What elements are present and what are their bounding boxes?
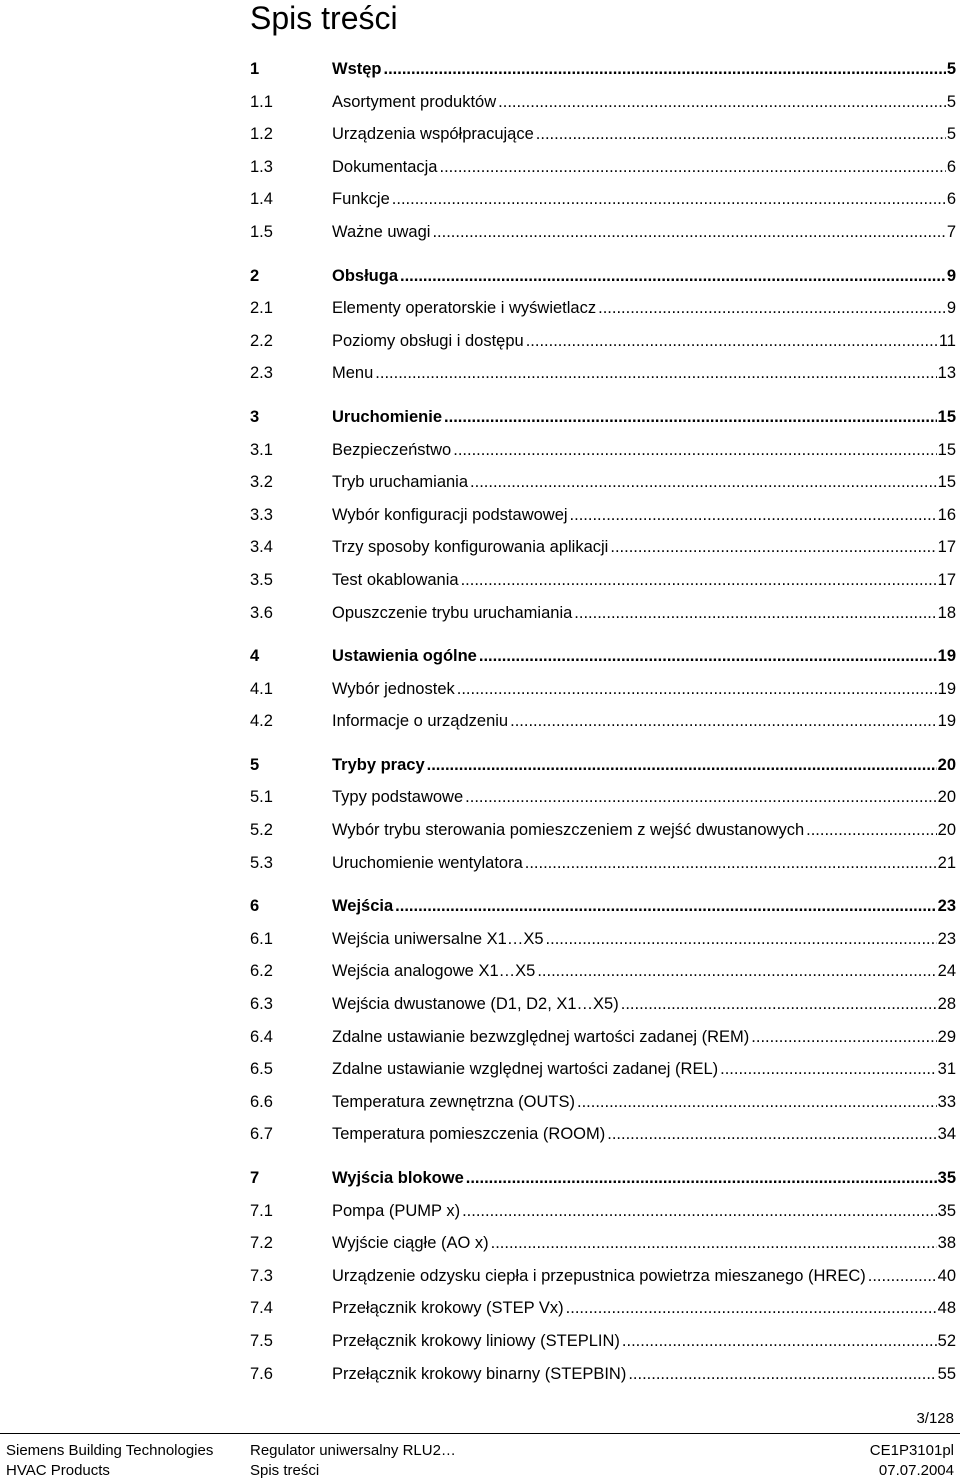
- toc-entry-number: 5.3: [250, 853, 273, 872]
- toc-dot-leader: [868, 1260, 937, 1293]
- toc-entry-number: 3.1: [250, 440, 273, 459]
- toc-entry-title: Typy podstawowe: [332, 788, 464, 807]
- toc-entry-page: 9: [946, 266, 956, 285]
- toc-dot-leader: [375, 357, 936, 390]
- toc-chapter-link[interactable]: [250, 749, 956, 782]
- toc-entry-number: 3.3: [250, 505, 273, 524]
- footer-reference: [870, 1441, 954, 1481]
- toc-entry-page: 34: [937, 1125, 956, 1144]
- toc-section-link[interactable]: [250, 1086, 956, 1119]
- toc-section-link[interactable]: [250, 1325, 956, 1358]
- toc-dot-leader: [806, 814, 937, 847]
- toc-entry-title: Funkcje: [332, 190, 390, 209]
- toc-entry-number: 3: [250, 407, 260, 426]
- toc-entry-page: 9: [946, 299, 956, 318]
- toc-chapter-group: [250, 890, 956, 1151]
- toc-dot-leader: [439, 151, 945, 184]
- toc-entry-number: 6.7: [250, 1125, 273, 1144]
- toc-entry-page: 55: [937, 1364, 956, 1383]
- toc-entry-number: 7.5: [250, 1331, 273, 1350]
- toc-entry-page: 5: [946, 92, 956, 111]
- toc-chapter-group: [250, 749, 956, 879]
- toc-dot-leader: [457, 673, 937, 706]
- toc-entry-page: 15: [937, 407, 956, 426]
- toc-entry-title: Trzy sposoby konfigurowania aplikacji: [332, 538, 609, 557]
- footer-divider: [0, 1433, 960, 1434]
- toc-chapter-link[interactable]: [250, 260, 956, 293]
- footer-division: HVAC Products: [6, 1462, 110, 1479]
- toc-dot-leader: [537, 955, 936, 988]
- toc-dot-leader: [546, 923, 937, 956]
- toc-section-link[interactable]: [250, 1292, 956, 1325]
- table-of-contents: [250, 53, 956, 1390]
- toc-section-link[interactable]: [250, 466, 956, 499]
- toc-entry-number: 1.1: [250, 92, 273, 111]
- toc-entry-title: Temperatura pomieszczenia (ROOM): [332, 1125, 606, 1144]
- toc-section-link[interactable]: [250, 597, 956, 630]
- toc-entry-title: Wybór jednostek: [332, 679, 455, 698]
- toc-entry-number: 7.1: [250, 1201, 273, 1220]
- toc-dot-leader: [479, 640, 937, 673]
- toc-entry-number: 7.6: [250, 1364, 273, 1383]
- toc-dot-leader: [607, 1118, 936, 1151]
- toc-entry-page: 17: [937, 570, 956, 589]
- toc-entry-title: Asortyment produktów: [332, 92, 497, 111]
- footer-company: [6, 1441, 213, 1481]
- toc-entry-title: Informacje o urządzeniu: [332, 712, 509, 731]
- toc-section-link[interactable]: [250, 1260, 956, 1293]
- toc-dot-leader: [566, 1292, 937, 1325]
- toc-chapter-group: [250, 1162, 956, 1390]
- toc-entry-page: 6: [946, 157, 956, 176]
- toc-entry-title: Uruchomienie: [332, 407, 443, 426]
- toc-entry-number: 7.4: [250, 1299, 273, 1318]
- toc-dot-leader: [510, 705, 937, 738]
- toc-entry-page: 20: [937, 788, 956, 807]
- toc-entry-page: 16: [937, 505, 956, 524]
- toc-entry-number: 7: [250, 1169, 260, 1187]
- toc-dot-leader: [444, 401, 937, 434]
- toc-entry-title: Wyjście ciągłe (AO x): [332, 1234, 489, 1253]
- toc-chapter-link[interactable]: [250, 640, 956, 673]
- toc-entry-title: Przełącznik krokowy binarny (STEPBIN): [332, 1364, 627, 1383]
- toc-section-link[interactable]: [250, 564, 956, 597]
- toc-entry-title: Przełącznik krokowy (STEP Vx): [332, 1299, 564, 1318]
- toc-section-link[interactable]: [250, 216, 956, 249]
- toc-dot-leader: [628, 1358, 936, 1391]
- toc-entry-title: Elementy operatorskie i wyświetlacz: [332, 299, 597, 318]
- toc-section-link[interactable]: [250, 1358, 956, 1391]
- toc-dot-leader: [622, 1325, 937, 1358]
- toc-entry-page: 31: [937, 1060, 956, 1079]
- toc-entry-title: Tryb uruchamiania: [332, 473, 469, 492]
- toc-entry-page: 35: [937, 1201, 956, 1220]
- toc-dot-leader: [536, 118, 946, 151]
- toc-entry-title: Urządzenie odzysku ciepła i przepustnica powietrza mieszanego (HREC): [332, 1266, 866, 1285]
- toc-section-link[interactable]: [250, 183, 956, 216]
- toc-dot-leader: [577, 1086, 937, 1119]
- toc-dot-leader: [574, 597, 936, 630]
- toc-entry-page: 28: [937, 995, 956, 1014]
- toc-chapter-link[interactable]: [250, 890, 956, 923]
- toc-entry-number: 5.1: [250, 788, 273, 807]
- toc-entry-title: Zdalne ustawianie względnej wartości zadanej (REL): [332, 1060, 719, 1079]
- toc-entry-title: Poziomy obsługi i dostępu: [332, 331, 524, 350]
- toc-entry-number: 2.2: [250, 331, 273, 350]
- toc-entry-page: 23: [937, 897, 956, 916]
- toc-entry-page: 20: [937, 755, 956, 774]
- toc-dot-leader: [432, 216, 945, 249]
- toc-section-link[interactable]: [250, 923, 956, 956]
- toc-section-link[interactable]: [250, 705, 956, 738]
- toc-dot-leader: [395, 890, 936, 923]
- toc-entry-number: 1.2: [250, 125, 273, 144]
- toc-entry-number: 1: [250, 60, 260, 78]
- toc-entry-number: 7.2: [250, 1234, 273, 1253]
- toc-dot-leader: [453, 434, 936, 467]
- toc-entry-page: 48: [937, 1299, 956, 1318]
- toc-entry-page: 5: [946, 125, 956, 144]
- toc-section-link[interactable]: [250, 1118, 956, 1151]
- toc-entry-title: Tryby pracy: [332, 755, 425, 774]
- toc-section-link[interactable]: [250, 292, 956, 325]
- toc-entry-page: 15: [937, 440, 956, 459]
- toc-entry-page: 24: [937, 962, 956, 981]
- toc-entry-title: Zdalne ustawianie bezwzględnej wartości zadanej (REM): [332, 1027, 750, 1046]
- toc-entry-title: Wejścia dwustanowe (D1, D2, X1…X5): [332, 995, 619, 1014]
- toc-entry-number: 2: [250, 266, 260, 285]
- toc-chapter-group: [250, 53, 956, 249]
- toc-entry-title: Temperatura zewnętrzna (OUTS): [332, 1092, 575, 1111]
- toc-entry-title: Menu: [332, 364, 374, 383]
- toc-dot-leader: [466, 1162, 937, 1195]
- toc-entry-page: 33: [937, 1092, 956, 1111]
- toc-section-link[interactable]: [250, 118, 956, 151]
- toc-entry-title: Wybór trybu sterowania pomieszczeniem z wejść dwustanowych: [332, 821, 805, 840]
- toc-entry-page: 29: [937, 1027, 956, 1046]
- toc-entry-number: 1.3: [250, 157, 273, 176]
- toc-entry-number: 2.1: [250, 299, 273, 318]
- toc-entry-title: Test okablowania: [332, 570, 459, 589]
- toc-dot-leader: [598, 292, 946, 325]
- toc-dot-leader: [498, 86, 946, 119]
- footer-section: Spis treści: [250, 1462, 320, 1479]
- toc-entry-title: Ważne uwagi: [332, 222, 431, 241]
- toc-entry-page: 11: [938, 331, 956, 350]
- toc-section-link[interactable]: [250, 357, 956, 390]
- toc-entry-page: 18: [937, 603, 956, 622]
- toc-dot-leader: [384, 53, 946, 86]
- toc-dot-leader: [621, 988, 937, 1021]
- toc-entry-page: 52: [937, 1331, 956, 1350]
- toc-section-link[interactable]: [250, 955, 956, 988]
- toc-entry-number: 4.2: [250, 712, 273, 731]
- toc-section-link[interactable]: [250, 499, 956, 532]
- toc-entry-title: Wejścia analogowe X1…X5: [332, 962, 536, 981]
- toc-entry-number: 3.4: [250, 538, 273, 557]
- toc-entry-title: Uruchomienie wentylatora: [332, 853, 523, 872]
- toc-chapter-link[interactable]: [250, 401, 956, 434]
- toc-entry-number: 3.6: [250, 603, 273, 622]
- toc-entry-title: Wejścia uniwersalne X1…X5: [332, 929, 544, 948]
- toc-entry-page: 7: [946, 222, 956, 241]
- toc-entry-title: Obsługa: [332, 266, 399, 285]
- toc-entry-page: 19: [937, 647, 956, 666]
- toc-entry-number: 1.4: [250, 190, 273, 209]
- toc-dot-leader: [427, 749, 937, 782]
- footer-document-code: CE1P3101pl: [869, 1442, 954, 1459]
- toc-entry-title: Opuszczenie trybu uruchamiania: [332, 603, 573, 622]
- toc-entry-page: 21: [937, 853, 956, 872]
- toc-chapter-link[interactable]: [250, 1162, 956, 1195]
- toc-entry-number: 4: [250, 647, 260, 666]
- toc-entry-number: 1.5: [250, 222, 273, 241]
- toc-dot-leader: [470, 466, 937, 499]
- footer-document-title: Regulator uniwersalny RLU2…: [250, 1442, 456, 1459]
- toc-entry-title: Pompa (PUMP x): [332, 1201, 461, 1220]
- toc-entry-title: Urządzenia współpracujące: [332, 125, 534, 144]
- toc-dot-leader: [462, 1195, 937, 1228]
- toc-dot-leader: [525, 847, 937, 880]
- toc-entry-page: 38: [937, 1234, 956, 1253]
- toc-entry-number: 2.3: [250, 364, 273, 383]
- toc-section-link[interactable]: [250, 325, 956, 358]
- toc-entry-page: 15: [937, 473, 956, 492]
- toc-entry-title: Bezpieczeństwo: [332, 440, 452, 459]
- toc-section-link[interactable]: [250, 847, 956, 880]
- toc-entry-page: 13: [937, 364, 956, 383]
- toc-section-link[interactable]: [250, 1195, 956, 1228]
- toc-dot-leader: [491, 1227, 937, 1260]
- toc-dot-leader: [570, 499, 937, 532]
- toc-section-link[interactable]: [250, 1227, 956, 1260]
- toc-entry-number: 5: [250, 755, 260, 774]
- toc-entry-number: 6.5: [250, 1060, 273, 1079]
- toc-section-link[interactable]: [250, 1021, 956, 1054]
- footer-company-name: Siemens Building Technologies: [6, 1442, 214, 1459]
- toc-section-link[interactable]: [250, 781, 956, 814]
- toc-entry-page: 6: [946, 190, 956, 209]
- toc-entry-number: 6.6: [250, 1092, 273, 1111]
- toc-entry-title: Wybór konfiguracji podstawowej: [332, 505, 568, 524]
- toc-entry-page: 19: [937, 712, 956, 731]
- toc-section-link[interactable]: [250, 814, 956, 847]
- toc-entry-number: 6: [250, 897, 260, 916]
- toc-chapter-group: [250, 260, 956, 390]
- toc-dot-leader: [461, 564, 937, 597]
- toc-entry-page: 35: [937, 1169, 956, 1187]
- toc-dot-leader: [392, 183, 946, 216]
- toc-entry-title: Ustawienia ogólne: [332, 647, 477, 666]
- toc-dot-leader: [465, 781, 936, 814]
- toc-entry-title: Przełącznik krokowy liniowy (STEPLIN): [332, 1331, 620, 1350]
- toc-dot-leader: [526, 325, 938, 358]
- toc-entry-title: Wyjścia blokowe: [332, 1169, 464, 1187]
- toc-entry-number: 3.2: [250, 473, 273, 492]
- toc-entry-number: 6.3: [250, 995, 273, 1014]
- toc-entry-page: 5: [946, 60, 956, 78]
- toc-entry-number: 3.5: [250, 570, 273, 589]
- footer-date: 07.07.2004: [878, 1462, 954, 1479]
- toc-entry-page: 19: [937, 679, 956, 698]
- toc-section-link[interactable]: [250, 1053, 956, 1086]
- toc-section-link[interactable]: [250, 531, 956, 564]
- toc-chapter-group: [250, 640, 956, 738]
- toc-entry-number: 4.1: [250, 679, 273, 698]
- toc-chapter-link[interactable]: [250, 53, 956, 86]
- toc-dot-leader: [610, 531, 936, 564]
- toc-section-link[interactable]: [250, 86, 956, 119]
- toc-entry-number: 6.2: [250, 962, 273, 981]
- toc-entry-number: 6.1: [250, 929, 273, 948]
- toc-entry-page: 17: [937, 538, 956, 557]
- toc-section-link[interactable]: [250, 988, 956, 1021]
- page-title: Spis treści: [250, 0, 398, 36]
- toc-entry-page: 23: [937, 929, 956, 948]
- toc-section-link[interactable]: [250, 151, 956, 184]
- toc-chapter-group: [250, 401, 956, 629]
- footer-document: [250, 1441, 456, 1481]
- toc-entry-number: 6.4: [250, 1027, 273, 1046]
- page-number: 3/128: [916, 1410, 954, 1427]
- toc-dot-leader: [751, 1021, 936, 1054]
- toc-dot-leader: [400, 260, 946, 293]
- toc-entry-title: Dokumentacja: [332, 157, 438, 176]
- toc-section-link[interactable]: [250, 673, 956, 706]
- toc-dot-leader: [720, 1053, 937, 1086]
- toc-entry-number: 7.3: [250, 1266, 273, 1285]
- toc-entry-title: Wejścia: [332, 897, 394, 916]
- toc-entry-title: Wstęp: [332, 60, 382, 78]
- toc-section-link[interactable]: [250, 434, 956, 467]
- toc-entry-page: 20: [937, 821, 956, 840]
- toc-entry-page: 40: [937, 1266, 956, 1285]
- toc-entry-number: 5.2: [250, 821, 273, 840]
